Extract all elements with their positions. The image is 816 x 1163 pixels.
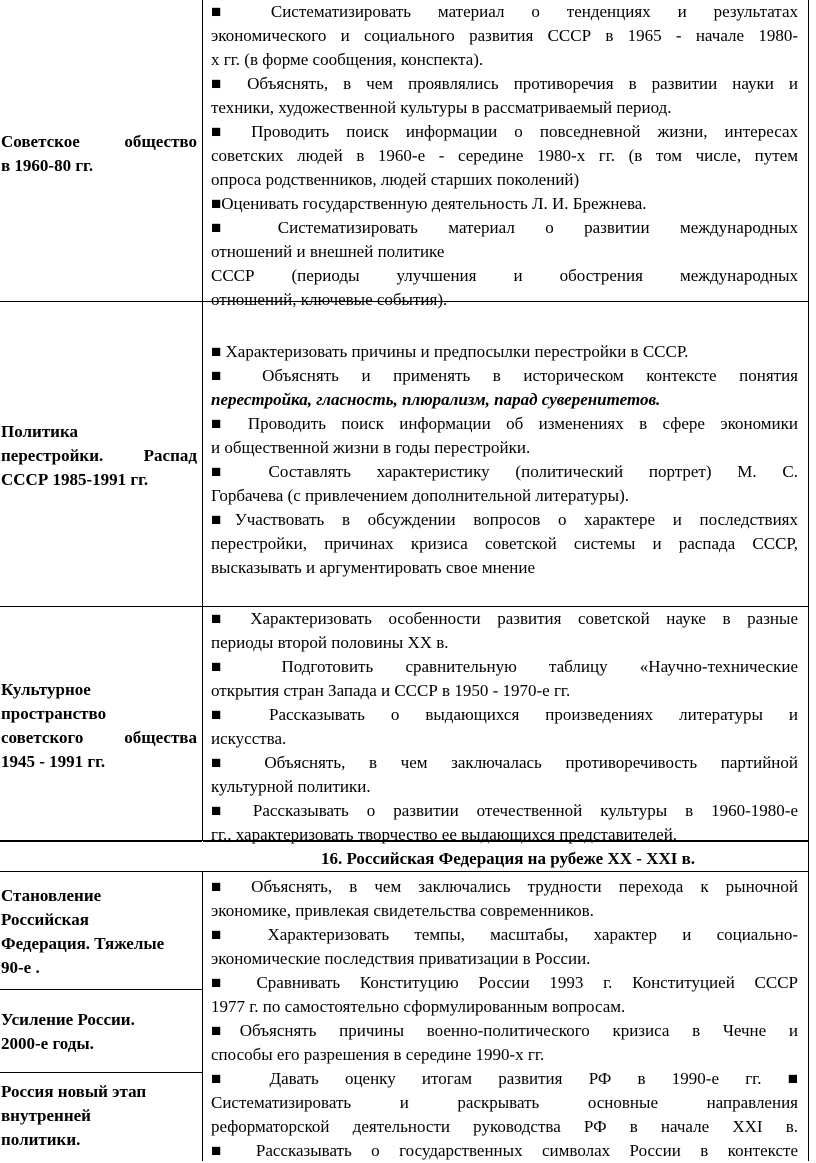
topic-russia-2000s — [1, 1008, 197, 1056]
goal-line: ■ Сравнивать Конституцию России 1993 г. Конституцией СССР — [211, 973, 798, 992]
goal-line: реформаторской деятельности руководства РФ в начале XXI в. — [211, 1117, 798, 1136]
goal-line: Горбачева (с привлечением дополнительной литературы). — [211, 486, 630, 505]
topic-line: перестройки. Распад — [1, 446, 197, 465]
section-header-bottom — [0, 871, 809, 872]
goals-perestroika — [211, 340, 798, 580]
goal-line: перестройки, причинах кризиса советской системы и распада СССР, — [211, 534, 798, 553]
goal-line: искусства. — [211, 729, 287, 748]
goal-line: ■ Составлять характеристику (политический портрет) М. С. — [211, 462, 798, 481]
row-divider — [0, 1072, 202, 1073]
topic-russia-new-stage — [1, 1080, 197, 1152]
topic-soviet-society — [1, 130, 197, 178]
goal-line: СССР (периоды улучшения и обострения международных — [211, 266, 798, 285]
row-divider — [0, 989, 202, 990]
topic-line: Усиление России. — [1, 1010, 135, 1029]
topic-russia-90s — [1, 884, 197, 980]
topic-line: Становление — [1, 886, 102, 905]
topic-line: в 1960-80 гг. — [1, 156, 94, 175]
goal-line: культурной политики. — [211, 777, 371, 796]
goal-line: экономике, привлекая свидетельства современников. — [211, 901, 594, 920]
section-header-edge — [202, 841, 203, 871]
topic-line: Федерация. Тяжелые — [1, 934, 165, 953]
goals-soviet-society — [211, 0, 798, 312]
goal-line: экономического и социального развития СССР в 1965 - начале 1980- — [211, 26, 798, 45]
goal-line: ■ Объяснять и применять в историческом контексте понятия — [211, 366, 798, 385]
goals-russian-federation — [211, 875, 798, 1163]
topic-culture — [1, 678, 197, 774]
goal-line: советских людей в 1960-е - середине 1980-х гг. (в том числе, путем — [211, 146, 798, 165]
goal-line: высказывать и аргументировать свое мнение — [211, 558, 536, 577]
goal-line: способы его разрешения в середине 1990-х гг. — [211, 1045, 545, 1064]
table-divider-vertical — [202, 0, 203, 1161]
topic-line: 2000-е годы. — [1, 1034, 94, 1053]
goal-line: х гг. (в форме сообщения, конспекта). — [211, 50, 484, 69]
goal-line-terms: перестройка, гласность, плюрализм, парад суверенитетов. — [211, 390, 661, 409]
goal-line: ■ Рассказывать о выдающихся произведениях литературы и — [211, 705, 798, 724]
topic-perestroika — [1, 420, 197, 492]
goal-line: техники, художественной культуры в рассматриваемый период. — [211, 98, 672, 117]
goal-line: ■ Объяснять, в чем проявлялись противоречия в развитии науки и — [211, 74, 798, 93]
goal-line: отношений, ключевые события). — [211, 290, 448, 309]
topic-line: Культурное — [1, 680, 91, 699]
topic-line: 90-е . — [1, 958, 40, 977]
goal-line: ■Участвовать в обсуждении вопросов о характере и последствиях — [211, 510, 798, 529]
goal-line: ■ Проводить поиск информации о повседневной жизни, интересах — [211, 122, 798, 141]
section-title: 16. Российская Федерация на рубеже XX - XXI в. — [320, 849, 696, 868]
topic-line: Советское общество — [1, 132, 197, 151]
goal-line: ■ Характеризовать темпы, масштабы, характер и социально- — [211, 925, 798, 944]
goal-line: ■ Давать оценку итогам развития РФ в 1990-е гг. ■ — [211, 1069, 798, 1088]
goal-line: Систематизировать и раскрывать основные направления — [211, 1093, 798, 1112]
goal-line: ■ Рассказывать о государственных символах России в контексте — [211, 1141, 798, 1160]
goal-line: ■ Объяснять, в чем заключалась противоречивость партийной — [211, 753, 798, 772]
topic-line: Политика — [1, 422, 79, 441]
goals-culture — [211, 607, 798, 847]
topic-line: внутренней — [1, 1106, 91, 1125]
goal-line: ■ Систематизировать материал о развитии международных — [211, 218, 798, 237]
goal-line: ■ Объяснять, в чем заключались трудности перехода к рыночной — [211, 877, 798, 896]
goal-line: 1977 г. по самостоятельно сформулированным вопросам. — [211, 997, 626, 1016]
goal-line: опроса родственников, людей старших поколений) — [211, 170, 580, 189]
goal-line: ■ Характеризовать причины и предпосылки перестройки в СССР. — [211, 342, 689, 361]
goal-line: гг., характеризовать творчество ее выдающихся представителей. — [211, 825, 678, 844]
topic-line: пространство — [1, 704, 107, 723]
topic-line: политики. — [1, 1130, 81, 1149]
topic-line: советского общества — [1, 728, 197, 747]
goal-line: открытия стран Запада и СССР в 1950 - 1970-е гг. — [211, 681, 571, 700]
goal-line: периоды второй половины XX в. — [211, 633, 449, 652]
topic-line: СССР 1985-1991 гг. — [1, 470, 149, 489]
topic-line: Российская — [1, 910, 89, 929]
goal-line: отношений и внешней политике — [211, 242, 445, 261]
goal-line: экономические последствия приватизации в России. — [211, 949, 591, 968]
goal-line: ■ Рассказывать о развитии отечественной культуры в 1960-1980-е — [211, 801, 798, 820]
goal-line: ■ Подготовить сравнительную таблицу «Научно-технические — [211, 657, 798, 676]
goal-line: ■Объяснять причины военно-политического кризиса в Чечне и — [211, 1021, 798, 1040]
goal-line: и общественной жизни в годы перестройки. — [211, 438, 531, 457]
goal-line: ■Оценивать государственную деятельность Л. И. Брежнева. — [211, 194, 647, 213]
table-border-right — [808, 0, 809, 1161]
goal-line: ■ Проводить поиск информации об изменениях в сфере экономики — [211, 414, 798, 433]
topic-line: 1945 - 1991 гг. — [1, 752, 106, 771]
goal-line: ■ Характеризовать особенности развития советской науке в разные — [211, 609, 798, 628]
goal-line: ■ Систематизировать материал о тенденциях и результатах — [211, 2, 798, 21]
topic-line: Россия новый этап — [1, 1082, 147, 1101]
